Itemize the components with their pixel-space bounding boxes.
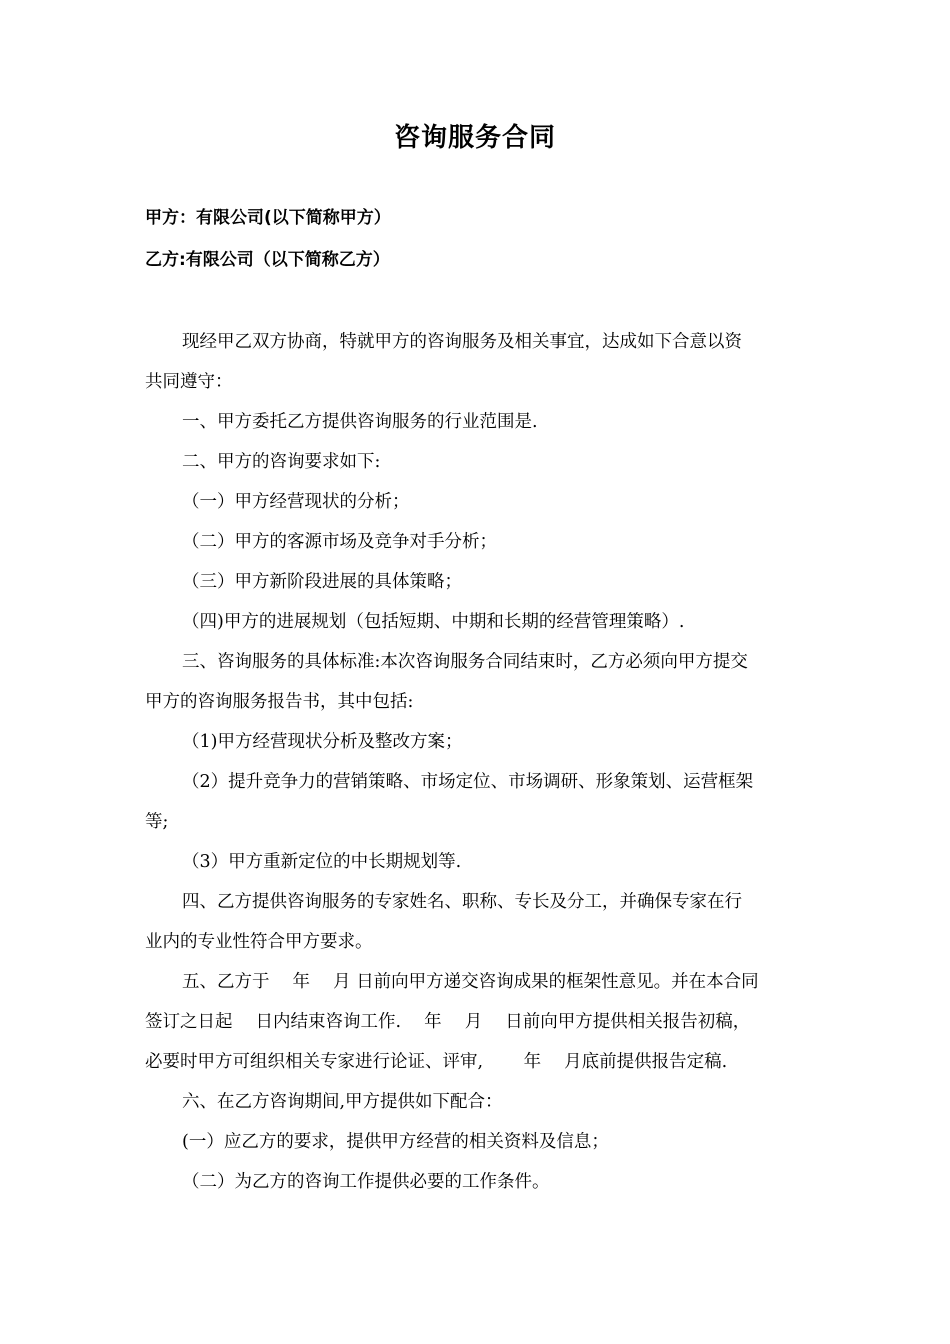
clause-6: 六、在乙方咨询期间,甲方提供如下配合： bbox=[182, 1092, 503, 1112]
clause-2-item-3: （三）甲方新阶段进展的具体策略； bbox=[182, 572, 462, 592]
clause-3-item-1: （1)甲方经营现状分析及整改方案； bbox=[182, 732, 463, 752]
clause-5-line-2: 签订之日起 日内结束咨询工作. 年 月 日前向甲方提供相关报告初稿， bbox=[145, 1012, 751, 1032]
party-a-line: 甲方：有限公司(以下简称甲方） bbox=[145, 208, 391, 228]
clause-6-item-2: （二）为乙方的咨询工作提供必要的工作条件。 bbox=[182, 1172, 550, 1192]
clause-3-line-2: 甲方的咨询服务报告书，其中包括: bbox=[145, 692, 414, 712]
clause-2: 二、甲方的咨询要求如下: bbox=[182, 452, 381, 472]
preamble-line-1: 现经甲乙双方协商，特就甲方的咨询服务及相关事宜，达成如下合意以资 bbox=[182, 332, 742, 352]
clause-2-item-1: （一）甲方经营现状的分析； bbox=[182, 492, 410, 512]
clause-2-item-4: （四)甲方的进展规划（包括短期、中期和长期的经营管理策略）. bbox=[182, 612, 685, 632]
party-b-line: 乙方:有限公司（以下简称乙方） bbox=[145, 250, 390, 270]
clause-3-line-1: 三、咨询服务的具体标准:本次咨询服务合同结束时，乙方必须向甲方提交 bbox=[182, 652, 748, 672]
document-title: 咨询服务合同 bbox=[393, 123, 556, 153]
clause-2-item-2: （二）甲方的客源市场及竞争对手分析； bbox=[182, 532, 497, 552]
clause-3-item-3: （3）甲方重新定位的中长期规划等. bbox=[182, 852, 462, 872]
clause-4-line-2: 业内的专业性符合甲方要求。 bbox=[145, 932, 373, 952]
clause-3-item-2-line-1: （2）提升竞争力的营销策略、市场定位、市场调研、形象策划、运营框架 bbox=[182, 772, 754, 792]
preamble-line-2: 共同遵守： bbox=[145, 372, 233, 392]
clause-4-line-1: 四、乙方提供咨询服务的专家姓名、职称、专长及分工，并确保专家在行 bbox=[182, 892, 742, 912]
clause-5-line-1: 五、乙方于 年 月 日前向甲方递交咨询成果的框架性意见。并在本合同 bbox=[182, 972, 759, 992]
clause-3-item-2-line-2: 等; bbox=[145, 812, 169, 832]
clause-6-item-1: (一）应乙方的要求，提供甲方经营的相关资料及信息； bbox=[182, 1132, 609, 1152]
clause-5-line-3: 必要时甲方可组织相关专家进行论证、评审, 年 月底前提供报告定稿. bbox=[145, 1052, 728, 1072]
contract-body bbox=[145, 322, 807, 1202]
clause-1: 一、甲方委托乙方提供咨询服务的行业范围是. bbox=[182, 412, 538, 432]
